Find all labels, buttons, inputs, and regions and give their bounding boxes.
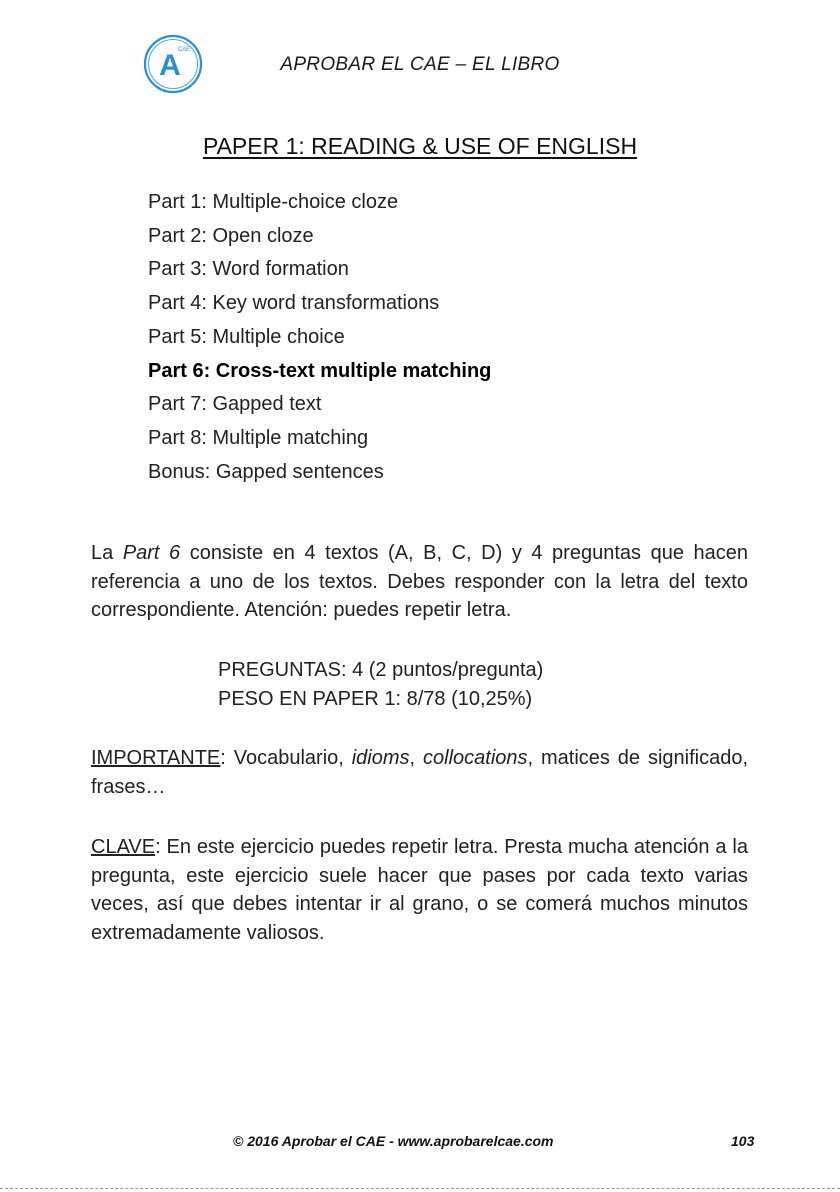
page-divider bbox=[0, 1188, 840, 1189]
importante-label: IMPORTANTE bbox=[91, 747, 221, 769]
importante-text: : Vocabulario, bbox=[220, 747, 352, 769]
list-item-part-5: Part 5: Multiple choice bbox=[148, 325, 345, 348]
importante-collocations: collocations bbox=[423, 747, 528, 769]
book-title: APROBAR EL CAE – EL LIBRO bbox=[280, 54, 560, 75]
logo-letter: A bbox=[159, 49, 181, 82]
paper-title: PAPER 1: READING & USE OF ENGLISH bbox=[202, 133, 638, 159]
clave-text: : En este ejercicio puedes repetir letra. Presta mucha atención a la pregunta, este ejercicio suele hacer que pases por cada texto varias veces, así que debes intentar ir al grano, o se comerá muchos minutos extremadamente valiosos. bbox=[91, 836, 748, 944]
stats-block bbox=[218, 656, 543, 714]
list-item-bonus: Bonus: Gapped sentences bbox=[148, 460, 384, 483]
list-item-part-7: Part 7: Gapped text bbox=[148, 393, 322, 416]
parts-list bbox=[148, 186, 491, 489]
list-item-part-4: Part 4: Key word transformations bbox=[148, 292, 440, 315]
list-item-part-8: Part 8: Multiple matching bbox=[148, 426, 369, 449]
list-item-part-6: Part 6: Cross-text multiple matching bbox=[148, 359, 492, 382]
intro-prefix: La bbox=[91, 542, 123, 564]
importante-separator: , bbox=[409, 747, 423, 769]
importante-paragraph bbox=[91, 744, 748, 801]
importante-idioms: idioms bbox=[351, 747, 410, 769]
intro-part-italic: Part 6 bbox=[122, 542, 181, 564]
list-item-part-1: Part 1: Multiple-choice cloze bbox=[148, 191, 399, 213]
header-title bbox=[0, 54, 840, 76]
paper-weight: PESO EN PAPER 1: 8/78 (10,25%) bbox=[218, 688, 533, 710]
logo-badge: CAE bbox=[177, 47, 191, 53]
intro-rest: consiste en 4 textos (A, B, C, D) y 4 preguntas que hacen referencia a uno de los textos. Debes responder con la letra del texto correspondiente. Atención: puedes repetir letra. bbox=[91, 542, 748, 621]
footer-copyright: © 2016 Aprobar el CAE - www.aprobarelcae.com bbox=[233, 1133, 554, 1149]
clave-label: CLAVE bbox=[91, 836, 156, 858]
clave-paragraph bbox=[91, 833, 748, 947]
importante-rest: , matices de significado, frases… bbox=[91, 747, 749, 798]
list-item-part-2: Part 2: Open cloze bbox=[148, 224, 314, 247]
intro-paragraph bbox=[91, 539, 748, 625]
list-item-part-3: Part 3: Word formation bbox=[148, 258, 349, 281]
questions-count: PREGUNTAS: 4 (2 puntos/pregunta) bbox=[218, 659, 544, 681]
page-number: 103 bbox=[731, 1133, 755, 1149]
